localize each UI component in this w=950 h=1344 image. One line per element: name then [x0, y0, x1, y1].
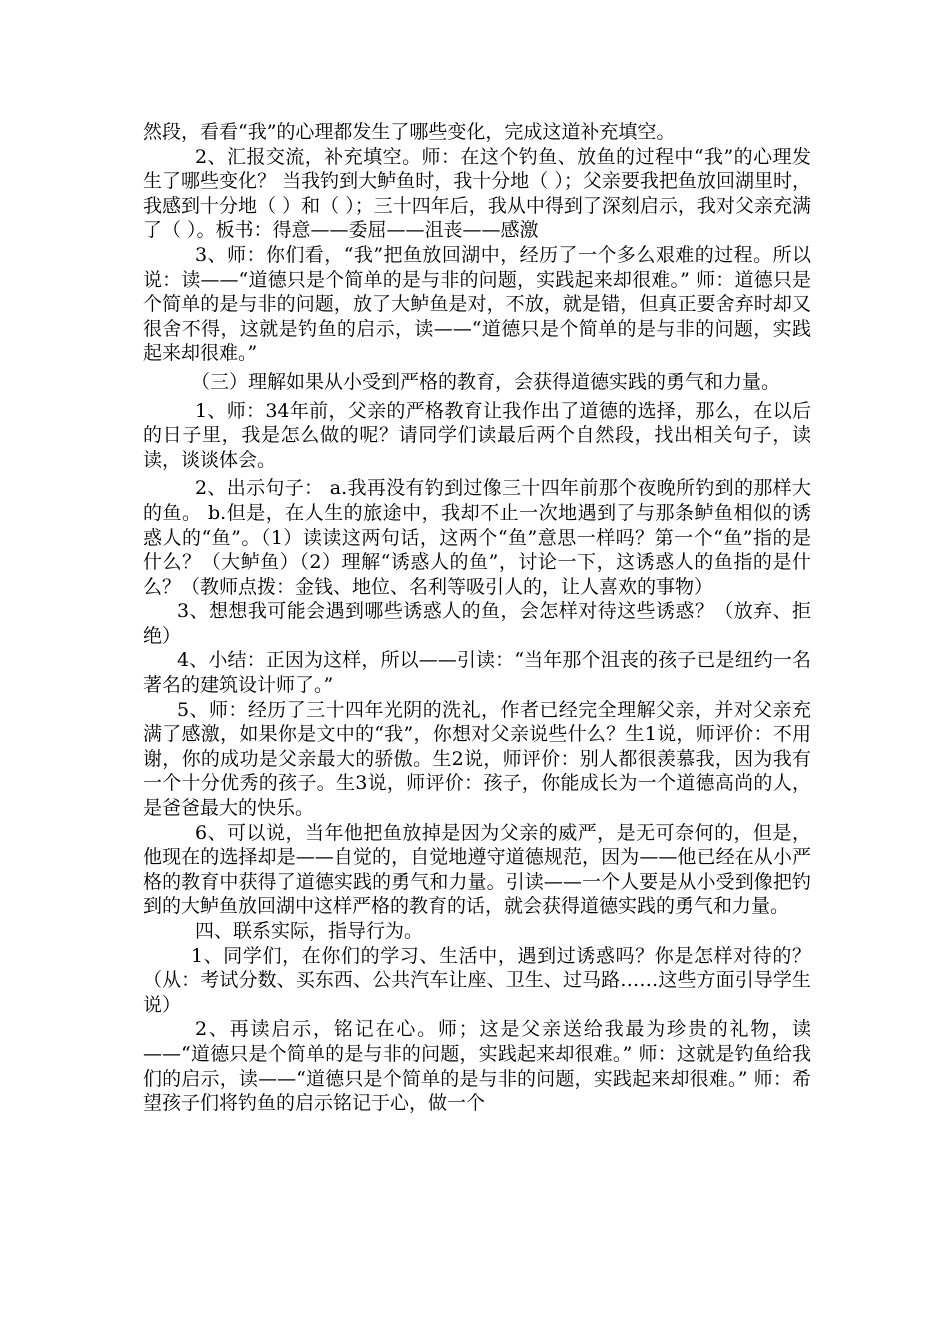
document-page	[143, 120, 811, 1116]
paragraph-conscious-choice: 6、可以说，当年他把鱼放掉是因为父亲的威严，是无可奈何的，但是，他现在的选择却是——自觉的，自觉地遵守道德规范，因为——他已经在从小严格的教育中获得了道德实践的勇气和力量。引读——一个人要是从小受到像把钓到的大鲈鱼放回湖中这样严格的教育的话，就会获得道德实践的勇气和力量。	[143, 821, 811, 918]
section-heading-three: （三）理解如果从小受到严格的教育，会获得道德实践的勇气和力量。	[191, 370, 781, 393]
paragraph-summary: 4、小结：正因为这样，所以——引读：“当年那个沮丧的孩子已是纽约一名著名的建筑设计师了。”	[143, 649, 811, 697]
paragraph-strict-education: 1、师：34年前，父亲的严格教育让我作出了道德的选择，那么，在以后的日子里，我是怎么做的呢？请同学们读最后两个自然段，找出相关句子，读读，谈谈体会。	[143, 399, 811, 471]
paragraph-thirty-four-years: 5、师：经历了三十四年光阴的洗礼，作者已经完全理解父亲，并对父亲充满了感激，如果你是文中的“我”，你想对父亲说些什么？生1说，师评价：不用谢，你的成功是父亲最大的骄傲。生2说，师评价：别人都很羡慕我，因为我有一个十分优秀的孩子。生3说，师评价：孩子，你能成长为一个道德高尚的人，是爸爸最大的快乐。	[143, 698, 811, 820]
paragraph-show-sentences: 2、出示句子： a.我再没有钓到过像三十四年前那个夜晚所钓到的那样大的鱼。 b.但是，在人生的旅途中，我却不止一次地遇到了与那条鲈鱼相似的诱惑人的“鱼”。（1）读读这两句话，这两个“鱼”意思一样吗？第一个“鱼”指的是什么？（大鲈鱼）（2）理解“诱惑人的鱼”，讨论一下，这诱惑人的鱼指的是什么？（教师点拨：金钱、地位、名利等吸引人的，让人喜欢的事物）	[143, 477, 811, 598]
paragraph-temptations: 3、想想我可能会遇到哪些诱惑人的鱼，会怎样对待这些诱惑？（放弃、拒绝）	[143, 600, 811, 647]
paragraph-report-exchange: 2、汇报交流，补充填空。师：在这个钓鱼、放鱼的过程中“我”的心理发生了哪些变化？ 当我钓到大鲈鱼时，我十分地（ ）；父亲要我把鱼放回湖里时，我感到十分地（ ）和（ ）；三十四年后，我从中得到了深刻启示，我对父亲充满了（ ）。板书：得意——委屈——沮丧——感激	[143, 145, 811, 242]
paragraph-reread-inspiration: 2、再读启示，铭记在心。师；这是父亲送给我最为珍贵的礼物，读——“道德只是个简单的是与非的问题，实践起来却很难。” 师：这就是钓鱼给我们的启示，读——“道德只是个简单的是与非的问题，实践起来却很难。” 师：希望孩子们将钓鱼的启示铭记于心，做一个	[143, 1018, 811, 1115]
section-heading-four: 四、联系实际，指导行为。	[195, 920, 424, 942]
paragraph-teacher-difficult-process: 3、师：你们看，“我”把鱼放回湖中，经历了一个多么艰难的过程。所以说：读——“道德只是个简单的是与非的问题，实践起来却很难。” 师：道德只是个简单的是与非的问题，放了大鲈鱼是对，不放，就是错，但真正要舍弃时却又很舍不得，这就是钓鱼的启示，读——“道德只是个简单的是与非的问题，实践起来却很难。”	[143, 243, 811, 365]
paragraph-real-life: 1、同学们，在你们的学习、生活中，遇到过诱惑吗？你是怎样对待的？（从：考试分数、买东西、公共汽车让座、卫生、过马路……这些方面引导学生说）	[143, 944, 811, 1016]
paragraph-continuation: 然段，看看“我”的心理都发生了哪些变化，完成这道补充填空。	[143, 121, 676, 143]
